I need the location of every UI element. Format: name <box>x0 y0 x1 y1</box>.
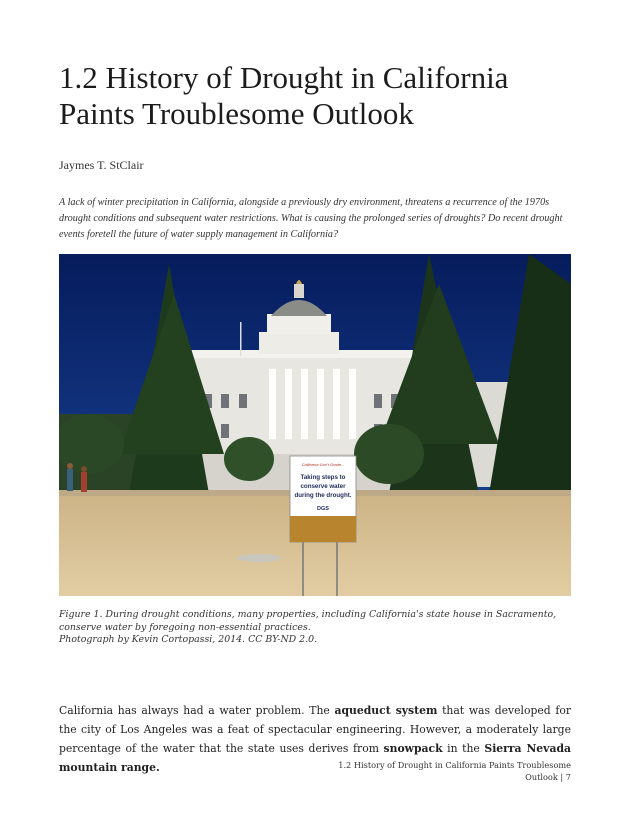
body-segment: that was developed for the city of Los Angeles was a feat of spectacular engineering. However, a moderately large percentage of the water that the state uses derives from <box>59 704 571 755</box>
term-aqueduct-system: aqueduct system <box>334 704 438 717</box>
photo-illustration <box>59 254 571 596</box>
term-sierra-nevada: Sierra Nevada mountain range. <box>59 742 571 774</box>
sign-small-text: California Gov't Grade... <box>301 462 345 467</box>
sign-line-2: conserve water <box>300 483 346 490</box>
page-title: 1.2 History of Drought in California Paints Troublesome Outlook <box>59 60 509 131</box>
figure-caption <box>59 609 574 647</box>
author-name: Jaymes T. StClair <box>59 158 144 172</box>
caption-text: Figure 1. During drought conditions, many properties, including California's state house in Sacramento, conserve water by foregoing non-essential practices. <box>59 609 557 633</box>
sign-line-1: Taking steps to <box>300 474 346 481</box>
sign-line-3: during the drought. <box>294 492 352 499</box>
footer-page-number: Outlook | 7 <box>525 772 571 782</box>
term-snowpack: snowpack <box>383 742 443 755</box>
capitol-photograph <box>59 254 571 596</box>
body-segment: California has always had a water problem. The <box>59 704 335 717</box>
page-footer <box>311 759 571 783</box>
abstract-text: A lack of winter precipitation in California, alongside a previously dry environment, threatens a recurrence of the 1970s drought conditions and subsequent water restrictions. What is causing the prolonged series of droughts? Do recent drought events foretell the future of water supply management in California? <box>59 197 563 240</box>
sign-logo: DGS <box>317 506 329 512</box>
photo-credit: Photograph by Kevin Cortopassi, 2014. CC BY-ND 2.0. <box>59 634 318 645</box>
body-segment: in the <box>442 742 485 755</box>
footer-title: 1.2 History of Drought in California Paints Troublesome <box>338 760 571 770</box>
